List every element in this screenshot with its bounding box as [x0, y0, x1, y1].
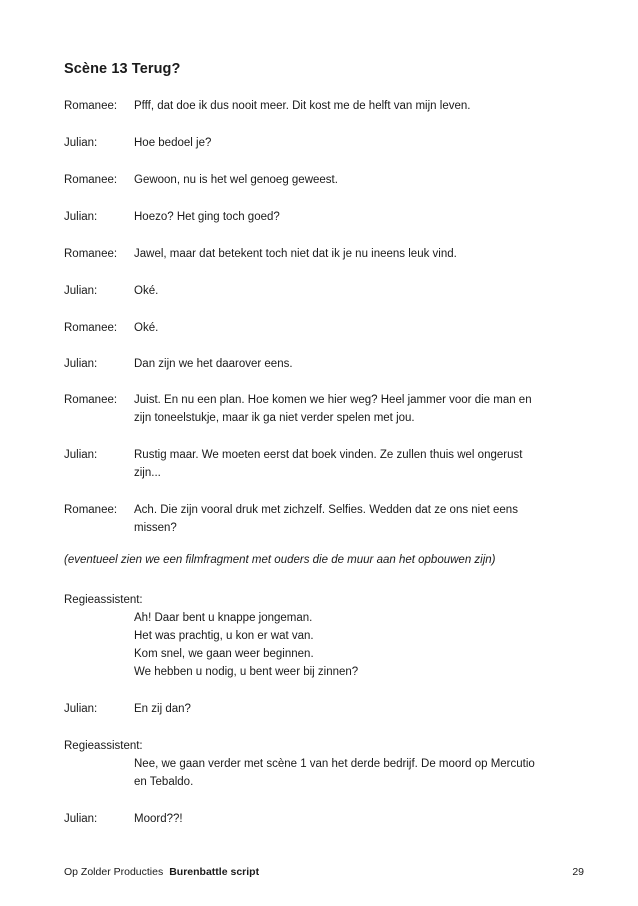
dialogue-line: Oké.	[134, 322, 159, 334]
dialogue-line: Hoe bedoel je?	[134, 137, 212, 149]
regie1-speaker: Regieassistent:	[64, 594, 143, 606]
regie2-line: en Tebaldo.	[134, 776, 194, 788]
scene-title: Scène 13 Terug?	[64, 61, 181, 77]
dialogue-line: Dan zijn we het daarover eens.	[134, 358, 293, 370]
speaker-label: Romanee:	[64, 174, 118, 186]
page-footer	[64, 866, 584, 878]
dialogue-item	[64, 391, 584, 427]
dialogue-item	[64, 171, 584, 189]
regie1-line: We hebben u nodig, u bent weer bij zinnen?	[134, 666, 359, 678]
dialogue-line: Hoezo? Het ging toch goed?	[134, 211, 280, 223]
regie1-line: Ah! Daar bent u knappe jongeman.	[134, 612, 313, 624]
speaker-label: Romanee:	[64, 504, 118, 516]
dialogue-line: Oké.	[134, 285, 159, 297]
dialogue-item	[64, 282, 584, 300]
dialogue-line: Ach. Die zijn vooral druk met zichzelf. Selfies. Wedden dat ze ons niet eens	[134, 504, 518, 516]
regie2-text	[64, 755, 584, 791]
page-number: 29	[572, 866, 584, 878]
dialogue-item	[64, 700, 584, 718]
dialogue-item	[64, 810, 584, 828]
speaker-label: Julian:	[64, 211, 98, 223]
dialogue-line: Pfff, dat doe ik dus nooit meer. Dit kost me de helft van mijn leven.	[134, 100, 471, 112]
speaker-label: Romanee:	[64, 394, 118, 406]
dialogue-item	[64, 97, 584, 115]
dialogue-item	[64, 245, 584, 263]
dialogue-line: Gewoon, nu is het wel genoeg geweest.	[134, 174, 338, 186]
dialogue-line: Juist. En nu een plan. Hoe komen we hier weg? Heel jammer voor die man en	[134, 394, 532, 406]
speaker-label: Julian:	[64, 285, 98, 297]
regie2-speaker: Regieassistent:	[64, 740, 143, 752]
regie1-line: Het was prachtig, u kon er wat van.	[134, 630, 314, 642]
dialogue-item	[64, 319, 584, 337]
dialogue-line: Rustig maar. We moeten eerst dat boek vinden. Ze zullen thuis wel ongerust	[134, 449, 523, 461]
regie2-line: Nee, we gaan verder met scène 1 van het derde bedrijf. De moord op Mercutio	[134, 758, 535, 770]
speaker-label: Romanee:	[64, 100, 118, 112]
speaker-label: Romanee:	[64, 322, 118, 334]
speaker-label: Julian:	[64, 703, 98, 715]
dialogue-line: missen?	[134, 522, 177, 534]
dialogue-item	[64, 446, 584, 482]
speaker-label: Julian:	[64, 137, 98, 149]
footer-company: Op Zolder Producties	[64, 866, 164, 878]
dialogue-item	[64, 355, 584, 373]
regie1-text	[64, 609, 584, 681]
dialogue-line: Moord??!	[134, 813, 183, 825]
speaker-label: Julian:	[64, 449, 98, 461]
speaker-label: Julian:	[64, 358, 98, 370]
speaker-label: Romanee:	[64, 248, 118, 260]
dialogue-line: zijn toneelstukje, maar ik ga niet verder spelen met jou.	[134, 412, 415, 424]
dialogue-line: Jawel, maar dat betekent toch niet dat ik je nu ineens leuk vind.	[134, 248, 457, 260]
dialogue-item	[64, 208, 584, 226]
dialogue-item	[64, 134, 584, 152]
speaker-label: Julian:	[64, 813, 98, 825]
stage-direction: (eventueel zien we een filmfragment met ouders die de muur aan het opbouwen zijn)	[64, 554, 496, 566]
dialogue-item	[64, 501, 584, 537]
dialogue-line: En zij dan?	[134, 703, 191, 715]
dialogue-line: zijn...	[134, 467, 161, 479]
regie1-line: Kom snel, we gaan weer beginnen.	[134, 648, 314, 660]
footer-doc-title: Burenbattle script	[169, 866, 260, 878]
